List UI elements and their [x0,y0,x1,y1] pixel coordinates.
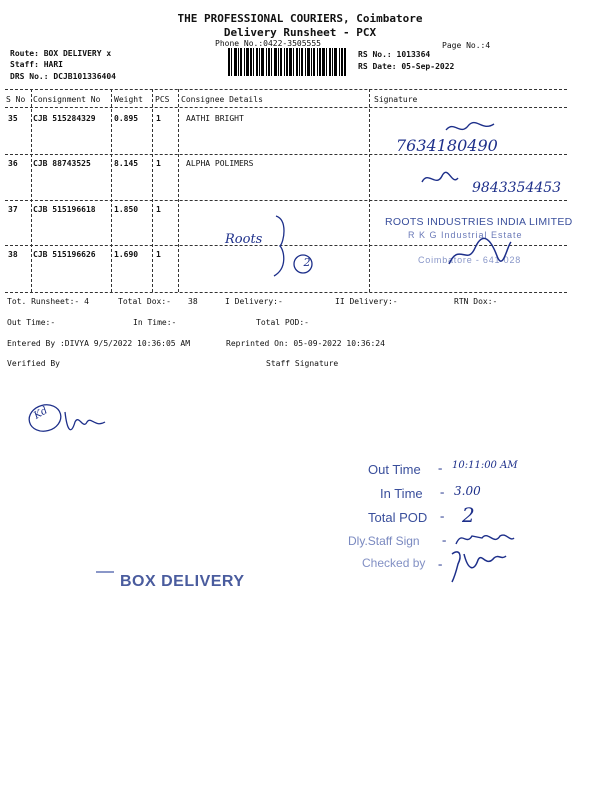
row-sno: 35 [8,114,18,123]
stamp-in-time: In Time [380,486,423,501]
company-stamp-name: ROOTS INDUSTRIES INDIA LIMITED [385,216,573,228]
row-weight: 1.850 [114,205,139,214]
company-stamp-estate: R K G Industrial Estate [408,230,523,240]
column-header-consignee: Consignee Details [181,95,263,104]
row-consignee: AATHI BRIGHT [186,114,244,123]
reprinted-on: Reprinted On: 05-09-2022 10:36:24 [226,339,385,348]
table-bottom-rule [5,292,567,293]
column-divider [178,89,179,292]
in-time-label: In Time:- [133,318,177,327]
column-header-weight: Weight [114,95,143,104]
stamp-smudge [96,571,114,573]
verifier-initials: Kd [32,405,50,422]
phone-number: Phone No.:0422-3505555 [215,39,321,48]
handwritten-in-time: 3.00 [454,484,481,498]
entered-by: Entered By :DIVYA 9/5/2022 10:36:05 AM [7,339,191,348]
stamp-dly-staff-sign: Dly.Staff Sign [348,534,420,548]
total-pod-label: Total POD:- [256,318,309,327]
row-pcs: 1 [156,205,161,214]
total-runsheet: Tot. Runsheet:- 4 [7,297,89,306]
handwritten-phone-36: 9843354453 [472,180,562,196]
row-divider [5,200,567,201]
second-delivery-label: II Delivery:- [335,297,398,306]
column-divider [152,89,153,292]
stamp-out-time: Out Time [368,462,421,477]
stamp-signature [445,236,515,270]
row-consignment: CJB 515196626 [33,250,96,259]
out-time-label: Out Time:- [7,318,56,327]
column-header-sno: S No [6,95,26,104]
handwritten-total-pod: 2 [462,503,475,527]
total-dox-label: Total Dox:- [118,297,171,306]
row-weight: 0.895 [114,114,139,123]
row-consignment: CJB 515196618 [33,205,96,214]
row-pcs: 1 [156,114,161,123]
barcode [228,48,355,76]
total-dox-value: 38 [188,297,198,306]
signature-scribble [440,118,500,138]
row-weight: 8.145 [114,159,139,168]
staff-signature-label: Staff Signature [266,359,339,368]
stamp-checked-by: Checked by [362,556,426,570]
rs-number: RS No.: 1013364 [358,50,431,59]
table-header-rule [5,107,567,108]
row-sno: 37 [8,205,18,214]
circled-count: 2 [303,256,311,269]
first-delivery-label: I Delivery:- [225,297,283,306]
drs-number: DRS No.: DCJB101336404 [10,72,116,81]
column-header-consignment: Consignment No [33,95,101,104]
row-pcs: 1 [156,250,161,259]
bracket-mark [266,212,326,282]
row-consignee: ALPHA POLIMERS [186,159,254,168]
column-header-signature: Signature [374,95,418,104]
row-sno: 36 [8,159,18,168]
route-label: Route: BOX DELIVERY x [10,49,112,58]
verified-by-label: Verified By [7,359,60,368]
stamp-total-pod: Total POD [368,510,428,525]
row-weight: 1.690 [114,250,139,259]
rs-date: RS Date: 05-Sep-2022 [358,62,455,71]
row-consignment: CJB 515284329 [33,114,96,123]
checked-by-scribble [446,546,510,586]
column-divider [111,89,112,292]
row-sno: 38 [8,250,18,259]
column-header-pcs: PCS [155,95,170,104]
handwritten-out-time: 10:11:00 AM [452,460,518,471]
handwritten-phone-35: 7634180490 [396,136,498,155]
company-stamp-city: Coimbatore - 641 028 [418,255,522,265]
handwritten-consignee: Roots [225,232,263,247]
table-top-rule [5,89,567,90]
staff-label: Staff: HARI [10,60,63,69]
signature-scribble [418,168,462,190]
row-consignment: CJB 88743525 [33,159,91,168]
row-pcs: 1 [156,159,161,168]
return-dox-label: RTN Dox:- [454,297,498,306]
document-title: Delivery Runsheet - PCX [223,26,377,39]
column-divider [369,89,370,292]
column-divider [31,89,32,292]
page-number: Page No.:4 [442,41,491,50]
company-name: THE PROFESSIONAL COURIERS, Coimbatore [177,12,423,25]
box-delivery-stamp: BOX DELIVERY [120,573,245,590]
